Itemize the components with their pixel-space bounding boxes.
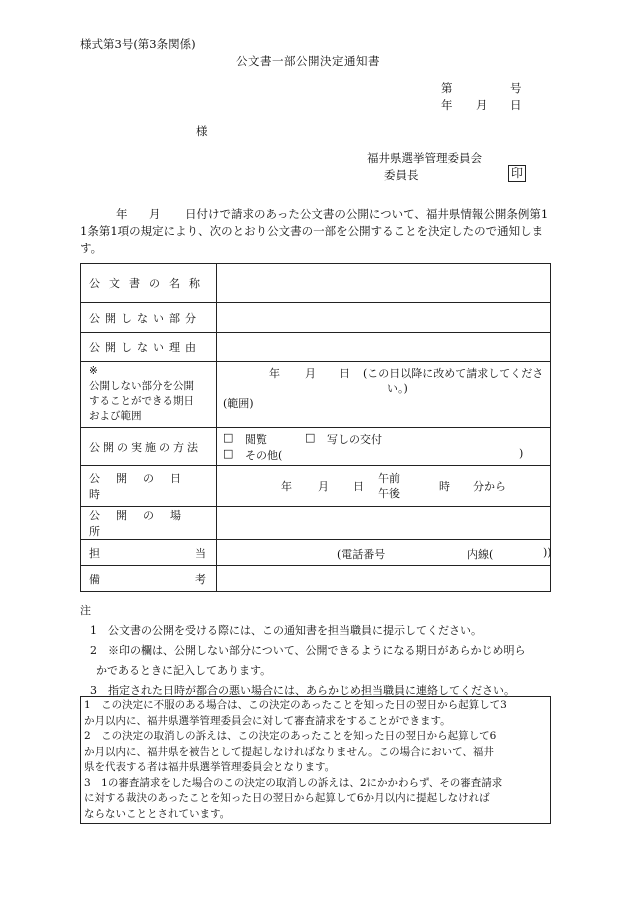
value-withheld-part[interactable] <box>217 303 551 333</box>
issue-date-month: 月 <box>476 98 488 112</box>
table-row-name <box>81 264 551 303</box>
label-future-disclosure <box>81 362 217 428</box>
appeal-info-box <box>80 696 551 824</box>
datetime-am: 午前 <box>378 472 400 485</box>
label-text: 公開の日時 <box>89 472 197 501</box>
future-range: (範囲) <box>223 397 254 410</box>
checkbox-inspection[interactable]: □ <box>223 431 234 444</box>
datetime-year: 年 <box>281 480 292 493</box>
issuer-organization: 福井県選挙管理委員会 <box>367 151 482 165</box>
future-note-end: い。) <box>387 382 408 395</box>
body-month: 月 <box>149 207 161 221</box>
label-text: 公開しない理由 <box>89 341 201 354</box>
appeal-line: か月以内に、福井県選挙管理委員会に対して審査請求をすることができます。 <box>84 714 451 727</box>
issue-date-day: 日 <box>510 98 522 112</box>
issue-date-year: 年 <box>441 98 453 112</box>
label-text: 公開の場所 <box>89 509 197 538</box>
label-remarks <box>81 566 217 592</box>
datetime-month: 月 <box>318 480 329 493</box>
contact-close: )) <box>543 546 552 559</box>
table-row-datetime <box>81 466 551 507</box>
label-text: 公文書の名称 <box>89 277 209 290</box>
checkbox-copy[interactable]: □ <box>305 431 316 444</box>
appeal-line: 2 この決定の取消しの訴えは、この決定のあったことを知った日の翌日から起算して6 <box>84 730 497 742</box>
label-line: および範囲 <box>89 410 142 422</box>
label-withheld-part <box>81 303 217 333</box>
notes-section <box>80 601 560 701</box>
note-2-cont: かであるときに記入してあります。 <box>96 664 272 677</box>
table-row-contact <box>81 540 551 566</box>
option-other: その他( <box>245 449 283 462</box>
label-line: 公開しない部分を公開 <box>89 380 194 392</box>
note-1: 1 公文書の公開を受ける際には、この通知書を担当職員に提示してください。 <box>90 624 482 637</box>
table-row-reason <box>81 333 551 362</box>
table-row-withheld <box>81 303 551 333</box>
notes-heading: 注 <box>80 604 91 617</box>
value-method <box>217 428 551 466</box>
table-row-place <box>81 507 551 540</box>
appeal-line: に対する裁決のあったことを知った日の翌日から起算して6か月以内に提起しなければ <box>84 792 490 804</box>
future-day: 日 <box>339 367 350 380</box>
asterisk-mark: ※ <box>89 365 98 377</box>
label-document-name <box>81 264 217 303</box>
body-line-1: 日付けで請求のあった公文書の公開について、福井県情報公開条例第1 <box>185 207 549 221</box>
future-year: 年 <box>269 367 280 380</box>
label-withheld-reason <box>81 333 217 362</box>
body-year: 年 <box>116 207 128 221</box>
value-document-name[interactable] <box>217 264 551 303</box>
value-remarks[interactable] <box>217 566 551 592</box>
label-text-a: 備 <box>89 572 100 586</box>
label-text: 公開の実施の方法 <box>89 440 201 454</box>
value-withheld-reason[interactable] <box>217 333 551 362</box>
table-row-remarks <box>81 566 551 592</box>
note-2: 2 ※印の欄は、公開しない部分について、公開できるようになる期日があらかじめ明ら <box>90 644 526 657</box>
value-datetime[interactable] <box>217 466 551 507</box>
label-method <box>81 428 217 466</box>
label-datetime <box>81 466 217 507</box>
appeal-line: 3 1の審査請求をした場合のこの決定の取消しの訴えは、2にかかわらず、その審査請求 <box>84 776 503 789</box>
form-number: 様式第3号(第3条関係) <box>80 37 196 51</box>
datetime-minute: 分から <box>473 480 506 493</box>
option-inspection: 閲覧 <box>245 433 267 446</box>
doc-number-prefix: 第 <box>441 81 453 95</box>
contact-extension-label: 内線( <box>467 548 494 561</box>
option-copy: 写しの交付 <box>327 433 382 446</box>
appeal-line: ならないこととされています。 <box>84 807 231 820</box>
value-place[interactable] <box>217 507 551 540</box>
note-3: 3 指定された日時が都合の悪い場合には、あらかじめ担当職員に連絡してください。 <box>90 684 515 697</box>
contact-phone-label: (電話番号 <box>337 548 386 561</box>
label-text: 公開しない部分 <box>89 311 201 325</box>
issuer-title: 委員長 <box>384 168 419 182</box>
appeal-line: 県を代表する者は福井県選挙管理委員会となります。 <box>84 761 336 773</box>
appeal-line: か月以内に、福井県を被告として提起しなければなりません。この場合において、福井 <box>84 745 494 758</box>
future-month: 月 <box>305 367 316 380</box>
value-future-disclosure[interactable] <box>217 362 551 428</box>
datetime-pm: 午後 <box>378 487 400 500</box>
doc-number-suffix: 号 <box>510 81 522 95</box>
body-line-3: す。 <box>80 241 103 255</box>
table-row-method <box>81 428 551 466</box>
label-text-a: 担 <box>89 546 100 560</box>
label-place <box>81 507 217 540</box>
datetime-hour: 時 <box>439 480 450 493</box>
table-row-future-date <box>81 362 551 428</box>
checkbox-other[interactable]: □ <box>223 447 234 460</box>
label-text-b: 考 <box>195 572 206 586</box>
seal-mark: 印 <box>508 165 526 182</box>
option-other-close: ) <box>519 447 524 460</box>
body-line-2: 1条第1項の規定により、次のとおり公文書の一部を公開することを決定したので通知しま <box>80 224 544 238</box>
datetime-day: 日 <box>353 480 364 493</box>
label-text-b: 当 <box>195 546 206 560</box>
label-line: することができる期日 <box>89 395 194 407</box>
future-note: (この日以降に改めて請求してくださ <box>363 367 544 380</box>
value-contact[interactable] <box>217 540 551 566</box>
label-contact <box>81 540 217 566</box>
decision-table <box>80 263 551 592</box>
appeal-line: 1 この決定に不服のある場合は、この決定のあったことを知った日の翌日から起算して3 <box>84 699 507 711</box>
addressee-honorific: 様 <box>196 124 208 138</box>
document-title: 公文書一部公開決定通知書 <box>236 54 380 68</box>
